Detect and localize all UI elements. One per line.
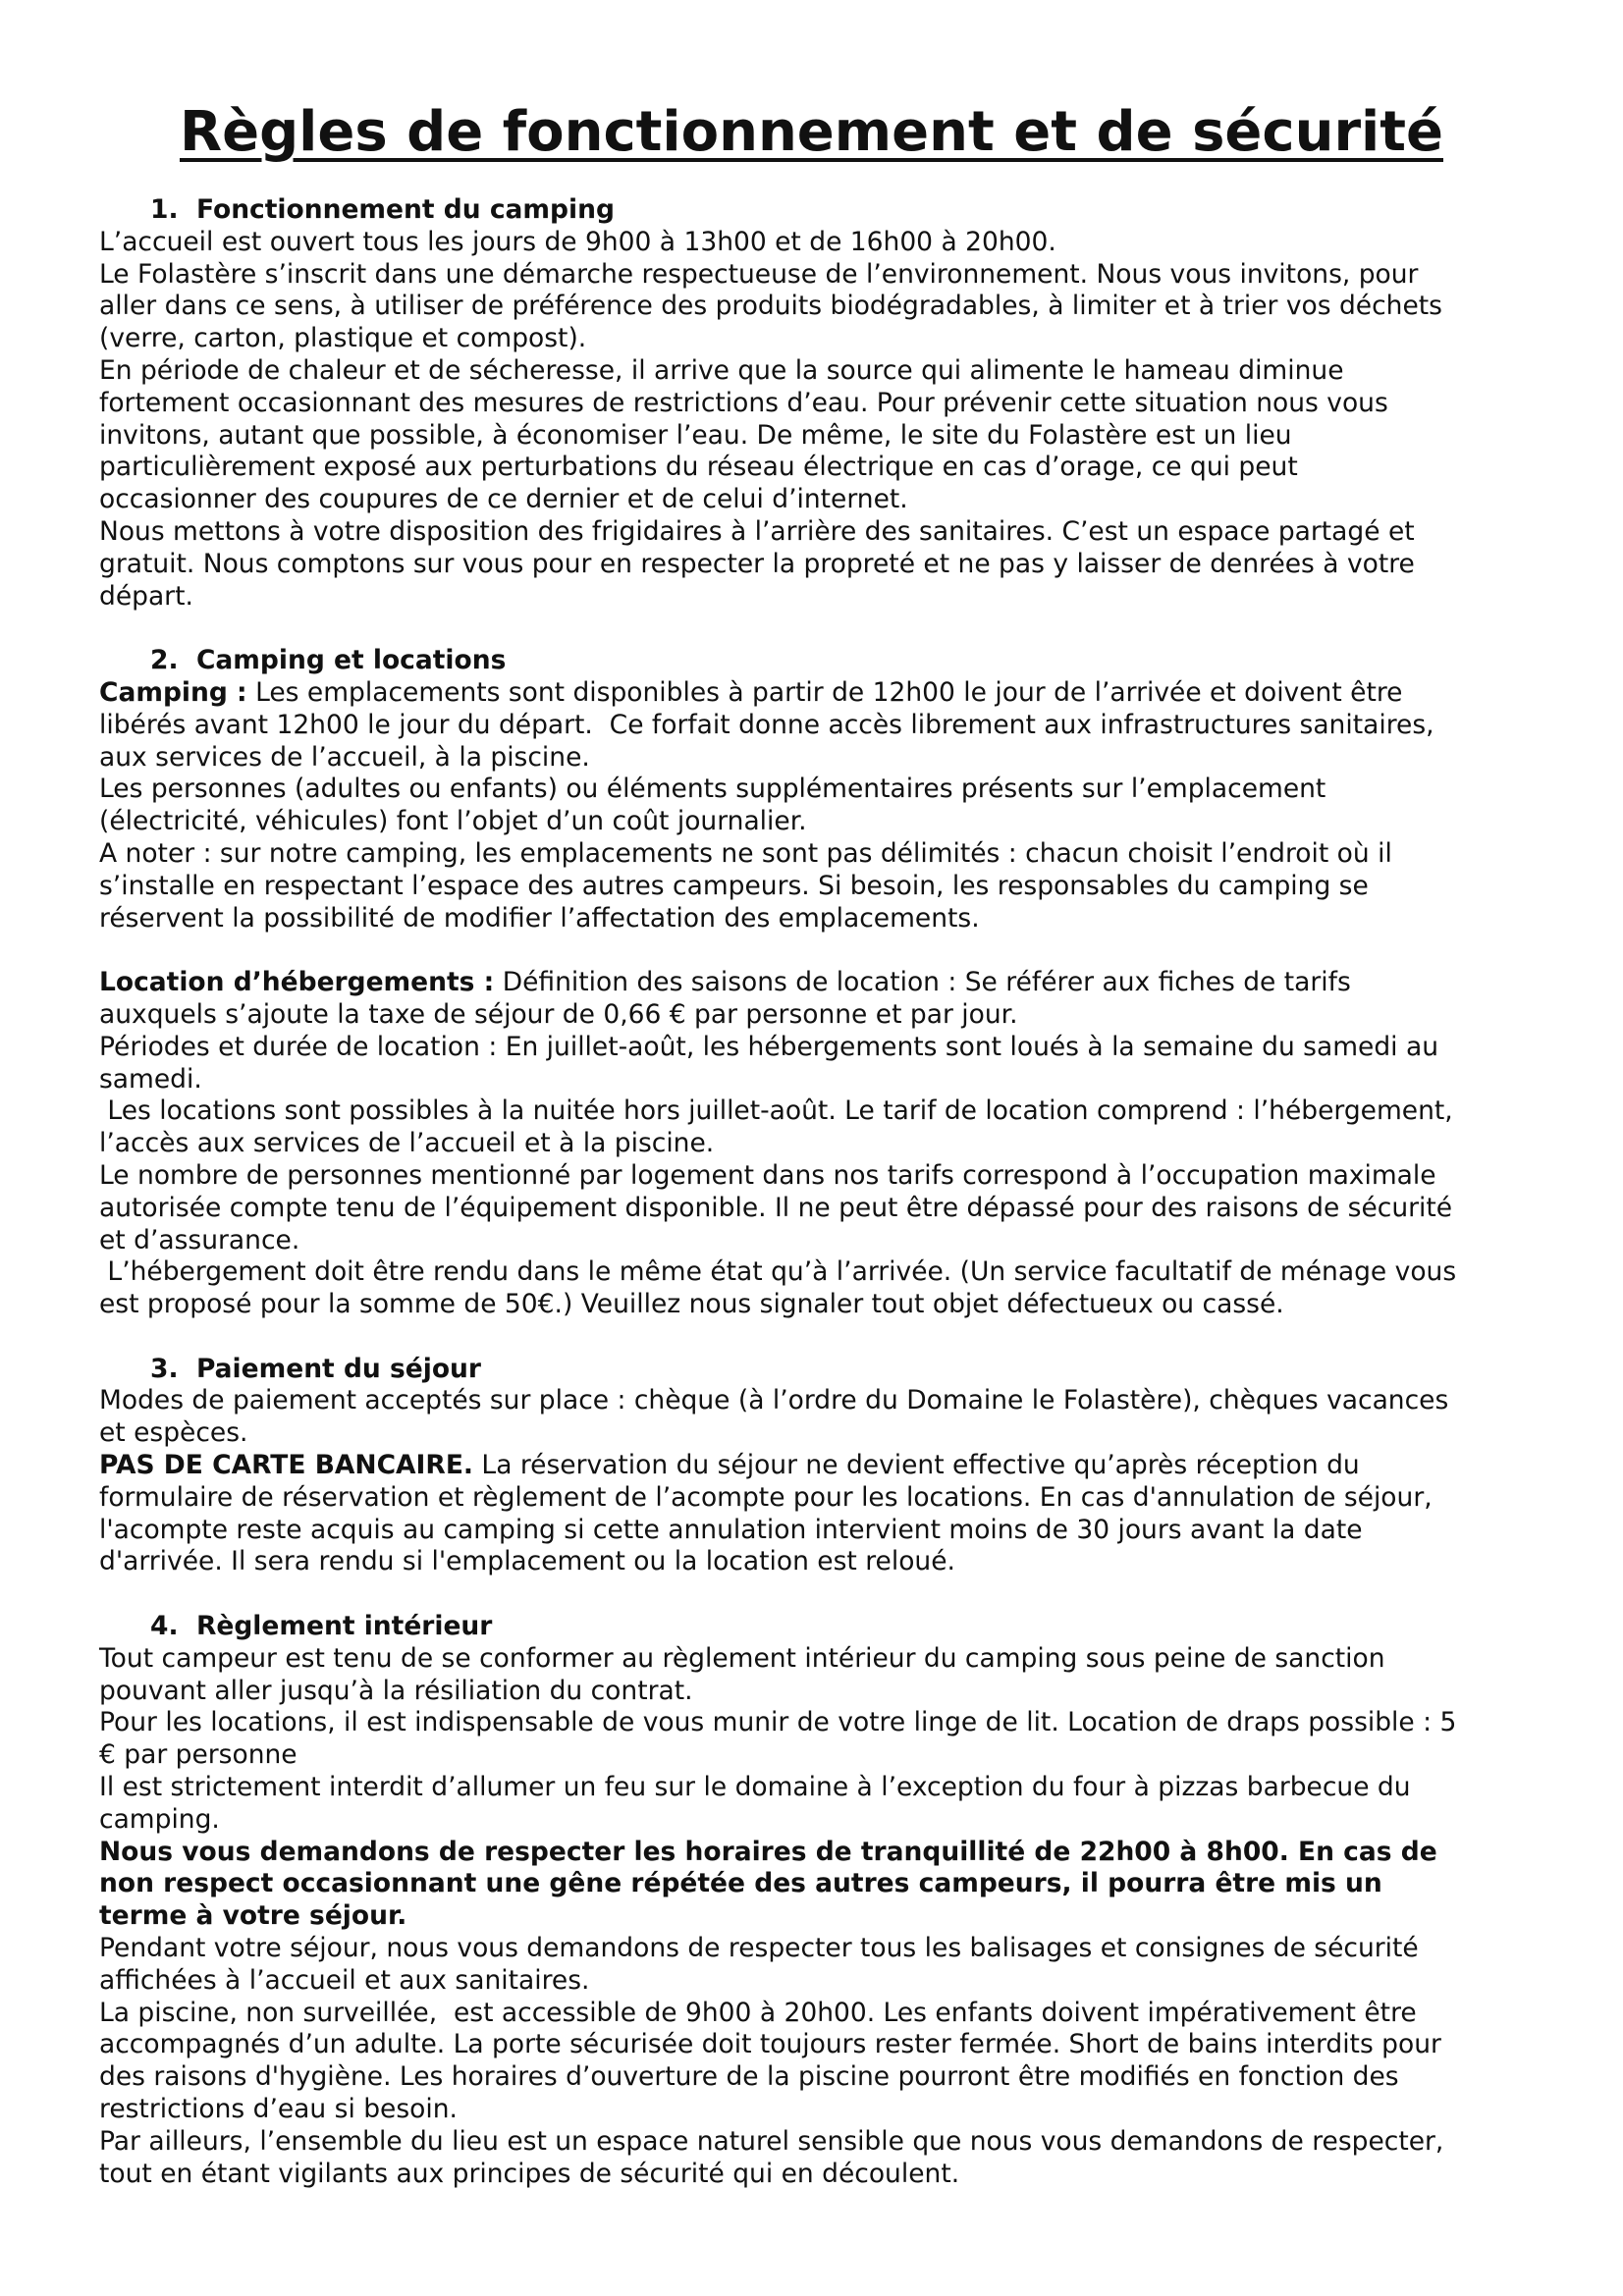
no-card-warning: PAS DE CARTE BANCAIRE. <box>99 1450 473 1481</box>
paragraph-line <box>99 967 1542 999</box>
quiet-hours-warning: terme à votre séjour. <box>99 1900 407 1932</box>
paragraph-line: aux services de l’accueil, à la piscine. <box>99 741 590 773</box>
paragraph-line: aller dans ce sens, à utiliser de préférence des produits biodégradables, à limiter et à trier vos déchets <box>99 291 1442 322</box>
paragraph-line: s’installe en respectant l’espace des autres campeurs. Si besoin, les responsables du camping se <box>99 870 1369 901</box>
section-heading-paiement: 3. Paiement du séjour <box>150 1353 481 1384</box>
paragraph-line: des raisons d'hygiène. Les horaires d’ouverture de la piscine pourront être modifiés en fonction des <box>99 2061 1399 2093</box>
paragraph-line: pouvant aller jusqu’à la résiliation du contrat. <box>99 1675 693 1706</box>
page-title: Règles de fonctionnement et de sécurité <box>179 100 1443 164</box>
camping-text: Les emplacements sont disponibles à partir de 12h00 le jour de l’arrivée et doivent être <box>246 676 1403 708</box>
paragraph-line <box>99 1450 1542 1482</box>
paragraph-line: Tout campeur est tenu de se conformer au règlement intérieur du camping sous peine de sanction <box>99 1642 1385 1674</box>
paragraph-line: Les personnes (adultes ou enfants) ou éléments supplémentaires présents sur l’emplacement <box>99 774 1326 805</box>
paragraph-line: autorisée compte tenu de l’équipement disponible. Il ne peut être dépassé pour des raisons de sécurité <box>99 1192 1453 1223</box>
paragraph-line: Pendant votre séjour, nous vous demandons de respecter tous les balisages et consignes de sécurité <box>99 1933 1419 1964</box>
paragraph-line: d'arrivée. Il sera rendu si l'emplacement ou la location est reloué. <box>99 1546 955 1577</box>
paragraph-line: Le nombre de personnes mentionné par logement dans nos tarifs correspond à l’occupation maximale <box>99 1159 1436 1191</box>
paragraph-line: La piscine, non surveillée, est accessible de 9h00 à 20h00. Les enfants doivent impérativement être <box>99 1997 1417 2028</box>
paragraph-line: (verre, carton, plastique et compost). <box>99 323 587 354</box>
paragraph-line <box>99 677 1542 710</box>
section-heading-fonctionnement: 1. Fonctionnement du camping <box>150 194 615 225</box>
quiet-hours-warning: Nous vous demandons de respecter les horaires de tranquillité de 22h00 à 8h00. En cas de <box>99 1836 1437 1867</box>
paragraph-line: En période de chaleur et de sécheresse, il arrive que la source qui alimente le hameau diminue <box>99 354 1344 386</box>
spacer <box>99 1578 1542 1611</box>
paragraph-line: tout en étant vigilants aux principes de sécurité qui en découlent. <box>99 2158 960 2189</box>
camping-label: Camping : <box>99 676 247 708</box>
paragraph-line: l'acompte reste acquis au camping si cette annulation intervient moins de 30 jours avant la date <box>99 1514 1363 1545</box>
paragraph-line: samedi. <box>99 1063 202 1095</box>
paragraph-line: invitons, autant que possible, à économiser l’eau. De même, le site du Folastère est un lieu <box>99 419 1292 451</box>
paragraph-line: Le Folastère s’inscrit dans une démarche respectueuse de l’environnement. Nous vous invitons, pour <box>99 258 1419 290</box>
document-body <box>99 194 1542 2190</box>
quiet-hours-warning: non respect occasionnant une gêne répétée des autres campeurs, il pourra être mis un <box>99 1868 1382 1899</box>
paragraph-line: Périodes et durée de location : En juillet-août, les hébergements sont loués à la semaine du samedi au <box>99 1031 1438 1062</box>
paragraph-line: Il est strictement interdit d’allumer un feu sur le domaine à l’exception du four à pizzas barbecue du <box>99 1772 1411 1803</box>
paragraph-line: particulièrement exposé aux perturbations du réseau électrique en cas d’orage, ce qui peut <box>99 452 1298 483</box>
paragraph-line: est proposé pour la somme de 50€.) Veuillez nous signaler tout objet défectueux ou cassé. <box>99 1289 1284 1320</box>
paragraph-line: € par personne <box>99 1739 298 1771</box>
paragraph-line: L’accueil est ouvert tous les jours de 9h00 à 13h00 et de 16h00 à 20h00. <box>99 226 1056 257</box>
paragraph-line: A noter : sur notre camping, les emplacements ne sont pas délimités : chacun choisit l’endroit où il <box>99 837 1392 869</box>
section-heading-reglement: 4. Règlement intérieur <box>150 1611 493 1642</box>
paragraph-line: (électricité, véhicules) font l’objet d’un coût journalier. <box>99 806 807 837</box>
paragraph-line: Les locations sont possibles à la nuitée hors juillet-août. Le tarif de location comprend : l’hébergement, <box>99 1095 1453 1127</box>
paragraph-line: fortement occasionnant des mesures de restrictions d’eau. Pour prévenir cette situation nous vous <box>99 387 1388 418</box>
paragraph-line: affichées à l’accueil et aux sanitaires. <box>99 1964 590 1996</box>
paragraph-line: gratuit. Nous comptons sur vous pour en respecter la propreté et ne pas y laisser de denrées à votre <box>99 548 1415 579</box>
paragraph-line: L’hébergement doit être rendu dans le même état qu’à l’arrivée. (Un service facultatif de ménage vous <box>99 1256 1457 1288</box>
spacer <box>99 613 1542 645</box>
paragraph-line: Nous mettons à votre disposition des frigidaires à l’arrière des sanitaires. C’est un espace partagé et <box>99 515 1415 547</box>
paragraph-line: et espèces. <box>99 1417 248 1449</box>
location-text: Définition des saisons de location : Se référer aux fiches de tarifs <box>494 967 1351 998</box>
paragraph-line: restrictions d’eau si besoin. <box>99 2094 458 2125</box>
paragraph-line: camping. <box>99 1803 220 1835</box>
paragraph-line: l’accès aux services de l’accueil et à la piscine. <box>99 1128 715 1159</box>
paragraph-line: occasionner des coupures de ce dernier et de celui d’internet. <box>99 484 908 515</box>
paragraph-line: accompagnés d’un adulte. La porte sécurisée doit toujours rester fermée. Short de bains interdits pour <box>99 2029 1441 2060</box>
location-label: Location d’hébergements : <box>99 967 495 998</box>
paragraph-line: auxquels s’ajoute la taxe de séjour de 0,66 € par personne et par jour. <box>99 998 1018 1030</box>
paragraph-line: Modes de paiement acceptés sur place : chèque (à l’ordre du Domaine le Folastère), chèques vacances <box>99 1385 1449 1416</box>
paragraph-line: formulaire de réservation et règlement de l’acompte pour les locations. En cas d'annulation de séjour, <box>99 1481 1433 1513</box>
paragraph-line: libérés avant 12h00 le jour du départ. Ce forfait donne accès librement aux infrastructures sanitaires, <box>99 709 1434 740</box>
paragraph-line: Par ailleurs, l’ensemble du lieu est un espace naturel sensible que nous vous demandons de respecter, <box>99 2125 1444 2157</box>
section-heading-camping-locations: 2. Camping et locations <box>150 645 507 676</box>
payment-text: La réservation du séjour ne devient effective qu’après réception du <box>473 1450 1360 1481</box>
paragraph-line: Pour les locations, il est indispensable de vous munir de votre linge de lit. Location de draps possible : 5 <box>99 1707 1457 1738</box>
spacer <box>99 934 1542 967</box>
spacer <box>99 1321 1542 1354</box>
paragraph-line: départ. <box>99 580 193 612</box>
paragraph-line: réservent la possibilité de modifier l’affectation des emplacements. <box>99 902 980 934</box>
paragraph-line: et d’assurance. <box>99 1224 300 1255</box>
